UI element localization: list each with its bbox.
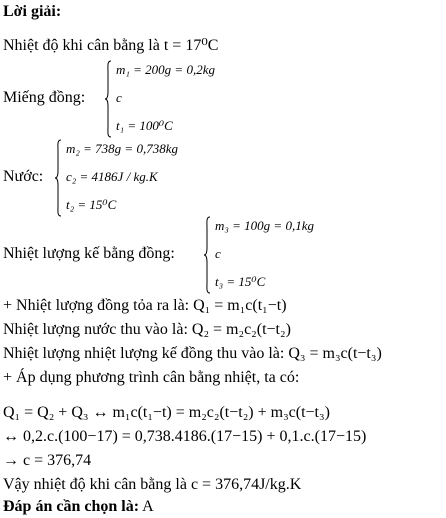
- balance-equation: Q₁ = Q₂ + Q₃ ↔ m₁c(t₁−t) = m₂c₂(t−t₂) + m₃c(t−t₃): [3, 404, 330, 421]
- calorimeter-temperature: t₃ = 15⁰C: [215, 274, 266, 289]
- water-mass: m₂ = 738g = 0,738kg: [66, 141, 178, 156]
- heat-absorbed-calorimeter: Nhiệt lượng nhiệt lượng kế đồng thu vào là: Q₃ = m₃c(t−t₃): [3, 345, 382, 362]
- answer-label: Đáp án cần chọn là:: [3, 498, 140, 515]
- calorimeter-brace: [203, 216, 211, 294]
- answer-value: A: [139, 498, 154, 515]
- equilibrium-temperature: Nhiệt độ khi cân bằng là t = 17⁰C: [3, 37, 219, 54]
- apply-balance-equation: + Áp dụng phương trình cân bằng nhiệt, ta có:: [3, 369, 300, 386]
- result-c: → c = 376,74: [3, 452, 92, 469]
- copper-label: Miếng đồng:: [3, 89, 86, 106]
- water-specific-heat: c₂ = 4186J / kg.K: [66, 169, 158, 184]
- answer-line: [3, 497, 154, 517]
- water-label: Nước:: [3, 168, 44, 185]
- water-brace: [54, 139, 62, 217]
- water-given-block: [3, 139, 263, 219]
- copper-specific-heat: c: [116, 90, 122, 105]
- heat-absorbed-water: Nhiệt lượng nước thu vào là: Q₂ = m₂c₂(t−t₂): [3, 321, 291, 338]
- substitution-step: ↔ 0,2.c.(100−17) = 0,738.4186.(17−15) + 0,1.c.(17−15): [3, 428, 367, 445]
- water-temperature: t₂ = 15⁰C: [66, 197, 117, 212]
- calorimeter-specific-heat: c: [215, 246, 221, 261]
- heat-released-copper: + Nhiệt lượng đồng tỏa ra là: Q₁ = m₁c(t₁−t): [3, 297, 287, 314]
- calorimeter-given-block: [3, 216, 383, 296]
- calorimeter-label: Nhiệt lượng kế bằng đồng:: [3, 245, 175, 262]
- copper-mass: m₁ = 200g = 0,2kg: [116, 62, 215, 77]
- conclusion: Vậy nhiệt độ khi cân bằng là c = 376,74J/kg.K: [3, 476, 302, 493]
- solution-heading: Lời giải:: [3, 3, 62, 20]
- copper-given-block: [3, 60, 263, 140]
- calorimeter-mass: m₃ = 100g = 0,1kg: [215, 218, 314, 233]
- copper-brace: [104, 60, 112, 138]
- copper-temperature: t₁ = 100⁰C: [116, 118, 173, 133]
